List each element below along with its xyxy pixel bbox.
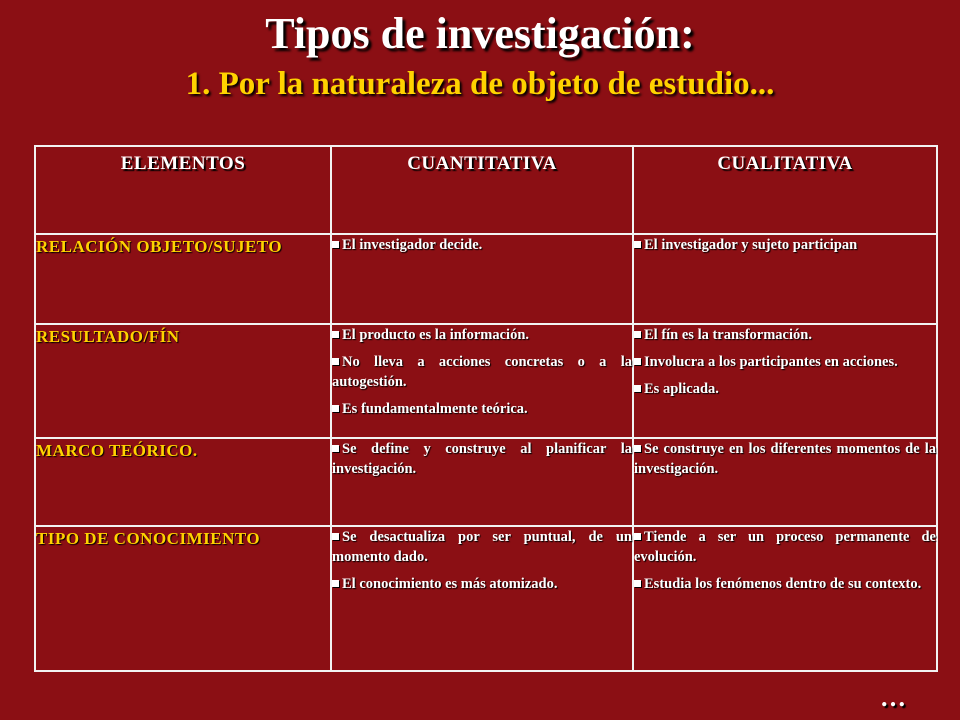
header-elementos: ELEMENTOS	[35, 146, 331, 234]
list-item	[332, 235, 632, 255]
header-cuantitativa: CUANTITATIVA	[331, 146, 633, 234]
square-bullet-icon	[332, 445, 339, 452]
square-bullet-icon	[634, 241, 641, 248]
cualitativa-cell	[633, 324, 937, 438]
row-label: TIPO DE CONOCIMIENTO	[35, 526, 331, 671]
list-item	[634, 235, 936, 255]
square-bullet-icon	[332, 533, 339, 540]
list-item	[332, 399, 632, 419]
row-label: MARCO TEÓRICO.	[35, 438, 331, 526]
cualitativa-cell	[633, 234, 937, 324]
table-header-row	[35, 146, 937, 234]
list-item	[332, 527, 632, 567]
bullet-text: Se desactualiza por ser puntual, de un momento dado.	[332, 529, 632, 565]
title-block	[0, 8, 960, 104]
row-label: RESULTADO/FÍN	[35, 324, 331, 438]
square-bullet-icon	[634, 385, 641, 392]
square-bullet-icon	[332, 331, 339, 338]
bullet-text: El fín es la transformación.	[644, 327, 812, 343]
cualitativa-cell	[633, 438, 937, 526]
bullet-text: Involucra a los participantes en acciones.	[644, 354, 898, 370]
list-item	[634, 439, 936, 479]
square-bullet-icon	[634, 533, 641, 540]
square-bullet-icon	[634, 331, 641, 338]
cuantitativa-cell	[331, 324, 633, 438]
square-bullet-icon	[634, 358, 641, 365]
list-item	[332, 574, 632, 594]
square-bullet-icon	[332, 241, 339, 248]
bullet-text: Se construye en los diferentes momentos de la investigación.	[634, 441, 936, 477]
cuantitativa-cell	[331, 526, 633, 671]
list-item	[634, 325, 936, 345]
list-item	[332, 325, 632, 345]
list-item	[634, 379, 936, 399]
continuation-ellipsis: …	[880, 683, 906, 712]
slide-subtitle: 1. Por la naturaleza de objeto de estudio...	[185, 66, 775, 102]
bullet-text: No lleva a acciones concretas o a la autogestión.	[332, 354, 632, 390]
bullet-text: El investigador decide.	[342, 237, 483, 253]
square-bullet-icon	[332, 580, 339, 587]
table-row	[35, 526, 937, 671]
list-item	[332, 439, 632, 479]
bullet-text: Tiende a ser un proceso permanente de evolución.	[634, 529, 936, 565]
cuantitativa-cell	[331, 234, 633, 324]
square-bullet-icon	[332, 358, 339, 365]
cualitativa-cell	[633, 526, 937, 671]
bullet-text: El investigador y sujeto participan	[644, 237, 858, 253]
list-item	[332, 352, 632, 392]
square-bullet-icon	[634, 445, 641, 452]
table-row	[35, 324, 937, 438]
header-cualitativa: CUALITATIVA	[633, 146, 937, 234]
row-label: RELACIÓN OBJETO/SUJETO	[35, 234, 331, 324]
bullet-text: El conocimiento es más atomizado.	[342, 576, 558, 592]
bullet-text: Se define y construye al planificar la investigación.	[332, 441, 632, 477]
table-row	[35, 438, 937, 526]
square-bullet-icon	[332, 405, 339, 412]
cuantitativa-cell	[331, 438, 633, 526]
bullet-text: Es aplicada.	[644, 381, 719, 397]
bullet-text: El producto es la información.	[342, 327, 530, 343]
bullet-text: Es fundamentalmente teórica.	[342, 401, 528, 417]
slide-title: Tipos de investigación:	[265, 9, 695, 58]
list-item	[634, 574, 936, 594]
comparison-table	[34, 145, 938, 672]
table-row	[35, 234, 937, 324]
bullet-text: Estudia los fenómenos dentro de su contexto.	[644, 576, 922, 592]
list-item	[634, 352, 936, 372]
square-bullet-icon	[634, 580, 641, 587]
list-item	[634, 527, 936, 567]
